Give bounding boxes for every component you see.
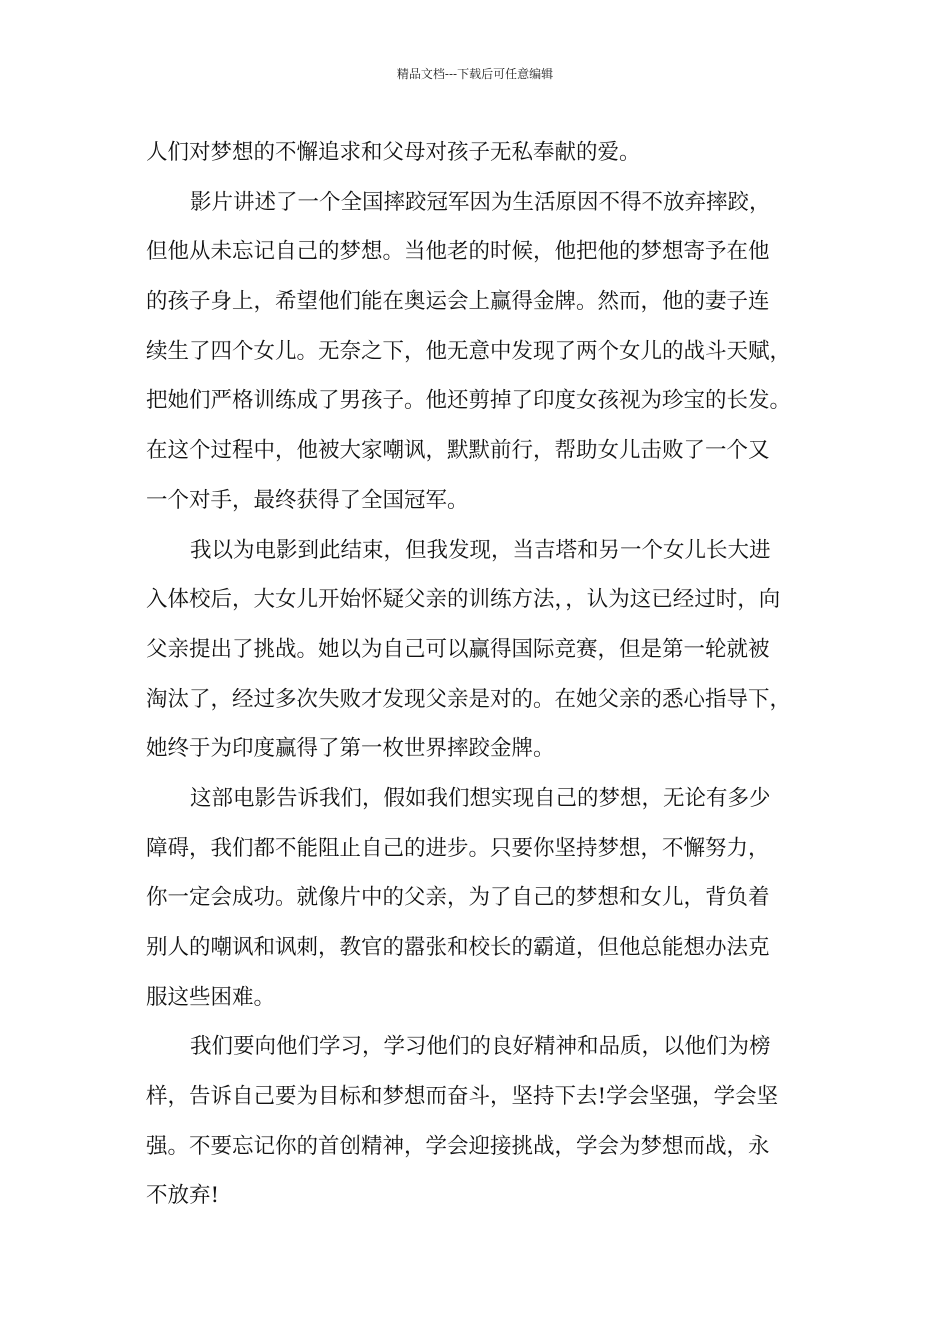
page-header: 精品文档---下载后可任意编辑 [396, 67, 554, 81]
paragraph-line: 别人的嘲讽和讽刺，教官的嚣张和校长的霸道，但他总能想办法克 [146, 935, 770, 960]
paragraph-line: 在这个过程中，他被大家嘲讽，默默前行，帮助女儿击败了一个又 [146, 438, 770, 464]
paragraph-line: 不放弃! [146, 1183, 220, 1209]
paragraph-line: 入体校后，大女儿开始怀疑父亲的训练方法，，认为这已经过时，向 [146, 587, 781, 613]
paragraph-line: 服这些困难。 [146, 984, 276, 1010]
paragraph-line: 样，告诉自己要为目标和梦想而奋斗，坚持下去!学会坚强，学会坚 [146, 1084, 779, 1110]
paragraph-first-line: 影片讲述了一个全国摔跤冠军因为生活原因不得不放弃摔跤， [190, 189, 771, 215]
paragraph-line: 的孩子身上，希望他们能在奥运会上赢得金牌。然而，他的妻子连 [146, 289, 770, 315]
paragraph-line: 她终于为印度赢得了第一枚世界摔跤金牌。 [146, 736, 555, 762]
document-body [146, 128, 826, 1221]
paragraph-first-line: 我以为电影到此结束，但我发现，当吉塔和另一个女儿长大进 [190, 537, 771, 563]
paragraph-line: 续生了四个女儿。无奈之下，他无意中发现了两个女儿的战斗天赋， [146, 338, 792, 364]
paragraph-first-line: 我们要向他们学习，学习他们的良好精神和品质，以他们为榜 [190, 1034, 771, 1060]
paragraph-line: 人们对梦想的不懈追求和父母对孩子无私奉献的爱。 [146, 140, 641, 165]
paragraph-first-line: 这部电影告诉我们，假如我们想实现自己的梦想，无论有多少 [190, 785, 771, 811]
paragraph-line: 强。不要忘记你的首创精神，学会迎接挑战，学会为梦想而战，永 [146, 1133, 770, 1159]
paragraph-line: 把她们严格训练成了男孩子。他还剪掉了印度女孩视为珍宝的长发。 [146, 388, 792, 414]
paragraph-line: 一个对手，最终获得了全国冠军。 [146, 487, 469, 513]
paragraph-line: 你一定会成功。就像片中的父亲，为了自己的梦想和女儿，背负着 [146, 885, 770, 911]
paragraph-line: 障碍，我们都不能阻止自己的进步。只要你坚持梦想，不懈努力， [146, 835, 770, 861]
paragraph-line: 淘汰了，经过多次失败才发现父亲是对的。在她父亲的悉心指导下， [146, 686, 792, 712]
paragraph-line: 父亲提出了挑战。她以为自己可以赢得国际竞赛，但是第一轮就被 [146, 636, 770, 662]
paragraph-line: 但他从未忘记自己的梦想。当他老的时候，他把他的梦想寄予在他 [146, 239, 770, 265]
